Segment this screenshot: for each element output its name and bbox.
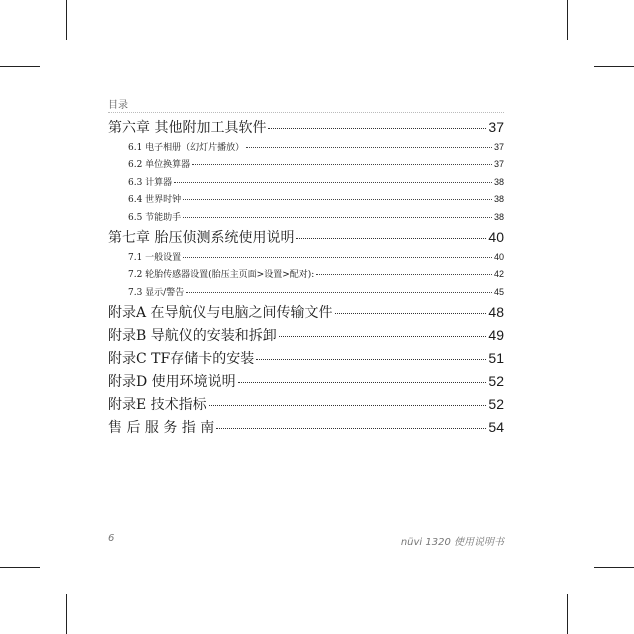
- dot-leader: [238, 382, 487, 383]
- toc-entry-page: 52: [488, 373, 504, 390]
- toc-entry-title: 附录A 在导航仪与电脑之间传输文件: [108, 305, 333, 322]
- toc-subsection-entry[interactable]: [108, 191, 504, 208]
- toc-entry-title: 7.3 显示/警告: [128, 287, 185, 298]
- toc-entry-title: 6.1 电子相册（幻灯片播放）: [128, 143, 245, 153]
- dot-leader: [209, 405, 487, 406]
- toc-entry-title: 7.1 一般设置: [128, 252, 182, 263]
- dot-leader: [279, 336, 487, 337]
- dot-leader: [216, 428, 486, 429]
- toc-entry-title: 售 后 服 务 指 南: [108, 420, 215, 437]
- crop-mark-bottom-right-horizontal: [594, 567, 634, 568]
- toc-entry-page: 37: [493, 159, 504, 170]
- toc-subsection-entry[interactable]: [108, 284, 504, 301]
- toc-entry-title: 附录D 使用环境说明: [108, 374, 236, 391]
- crop-mark-bottom-right-vertical: [567, 594, 568, 634]
- dot-leader: [296, 238, 486, 239]
- toc-entry-title: 6.5 节能助手: [128, 212, 182, 223]
- toc-chapter-entry[interactable]: [108, 347, 504, 370]
- page-number: 6: [108, 533, 115, 544]
- toc-entry-title: 6.2 单位换算器: [128, 160, 191, 171]
- table-of-contents: [108, 116, 504, 439]
- toc-entry-page: 38: [493, 211, 504, 222]
- toc-entry-page: 48: [488, 304, 504, 321]
- toc-entry-page: 49: [488, 327, 504, 344]
- dot-leader: [183, 257, 492, 258]
- dot-leader: [183, 217, 492, 218]
- toc-entry-title: 7.2 轮胎传感器设置(胎压主页面>设置>配对):: [128, 270, 315, 281]
- dot-leader: [268, 128, 486, 129]
- section-title: 目录: [108, 100, 128, 111]
- toc-subsection-entry[interactable]: [108, 139, 504, 156]
- toc-subsection-entry[interactable]: [108, 174, 504, 191]
- toc-entry-title: 附录B 导航仪的安装和拆卸: [108, 328, 277, 345]
- crop-mark-top-right-vertical: [567, 0, 568, 40]
- crop-mark-top-left-horizontal: [0, 66, 40, 67]
- toc-entry-title: 6.3 计算器: [128, 177, 173, 188]
- toc-entry-page: 37: [493, 142, 504, 152]
- toc-entry-page: 45: [493, 286, 504, 297]
- toc-chapter-entry[interactable]: [108, 116, 504, 139]
- dot-leader: [183, 199, 492, 200]
- toc-entry-title: 附录E 技术指标: [108, 397, 207, 414]
- toc-chapter-entry[interactable]: [108, 370, 504, 393]
- dot-leader: [256, 359, 486, 360]
- toc-chapter-entry[interactable]: [108, 226, 504, 249]
- toc-entry-page: 38: [493, 176, 504, 187]
- toc-entry-page: 40: [488, 228, 504, 245]
- toc-entry-page: 40: [493, 251, 504, 262]
- dot-leader: [316, 274, 492, 275]
- toc-chapter-entry[interactable]: [108, 393, 504, 416]
- dot-leader: [186, 292, 492, 293]
- crop-mark-bottom-left-vertical: [66, 594, 67, 634]
- toc-entry-page: 51: [488, 350, 504, 367]
- toc-entry-title: 第六章 其他附加工具软件: [108, 120, 267, 136]
- toc-entry-page: 42: [493, 269, 504, 280]
- dot-leader: [246, 147, 492, 148]
- toc-entry-title: 第七章 胎压侦测系统使用说明: [108, 229, 295, 246]
- header-divider: [108, 112, 504, 113]
- toc-chapter-entry[interactable]: [108, 324, 504, 347]
- dot-leader: [192, 164, 492, 165]
- toc-entry-title: 附录C TF存储卡的安装: [108, 351, 255, 368]
- toc-subsection-entry[interactable]: [108, 209, 504, 226]
- toc-entry-page: 37: [488, 119, 504, 135]
- dot-leader: [174, 182, 492, 183]
- toc-entry-page: 54: [488, 419, 504, 436]
- toc-subsection-entry[interactable]: [108, 156, 504, 173]
- toc-subsection-entry[interactable]: [108, 249, 504, 266]
- document-title: nüvi 1320 使用说明书: [400, 537, 504, 548]
- toc-chapter-entry[interactable]: [108, 416, 504, 439]
- toc-entry-page: 38: [493, 194, 504, 205]
- crop-mark-bottom-left-horizontal: [0, 567, 40, 568]
- crop-mark-top-left-vertical: [66, 0, 67, 40]
- toc-entry-page: 52: [488, 396, 504, 413]
- toc-entry-title: 6.4 世界时钟: [128, 195, 182, 206]
- dot-leader: [335, 313, 487, 314]
- crop-mark-top-right-horizontal: [594, 66, 634, 67]
- toc-chapter-entry[interactable]: [108, 301, 504, 324]
- toc-subsection-entry[interactable]: [108, 266, 504, 283]
